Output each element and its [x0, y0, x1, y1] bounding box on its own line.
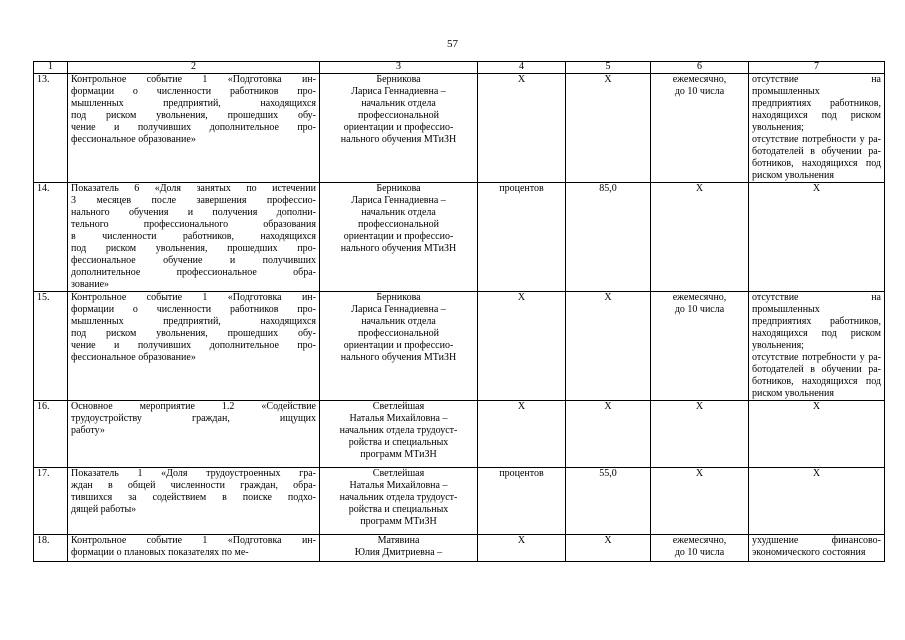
description-cell-line: мышленных предприятий, находящихся: [71, 98, 316, 109]
table-row: [34, 292, 885, 401]
description-cell-line: формации о численности работников про-: [71, 304, 316, 315]
column-header-row: [34, 62, 885, 74]
risk-cell-line: отсутствие потребности у ра-: [752, 134, 881, 145]
risk-cell-line: ботников, находящихся под: [752, 376, 881, 387]
description-cell: [68, 468, 320, 535]
responsible-cell-line: Лариса Геннадиевна –: [351, 86, 446, 97]
responsible-cell-line: начальник отдела: [361, 316, 436, 327]
period-cell-line: до 10 числа: [674, 86, 725, 97]
description-cell: [68, 401, 320, 468]
responsible-cell-line: ройства и специальных: [348, 504, 449, 515]
risk-cell: [749, 183, 885, 292]
period-cell: [651, 468, 749, 535]
value-cell: Х: [566, 74, 651, 183]
responsible-cell: [320, 468, 478, 535]
description-cell-line: в численности работников, находящихся: [71, 231, 316, 242]
responsible-cell-line: начальник отдела: [361, 98, 436, 109]
period-cell: [651, 535, 749, 562]
column-header: 5: [566, 62, 651, 74]
responsible-cell-line: ройства и специальных: [348, 437, 449, 448]
risk-cell: [749, 468, 885, 535]
responsible-cell-line: Светлейшая: [372, 468, 425, 479]
period-cell-line: Х: [695, 401, 704, 412]
risk-cell-line: отсутствие потребности у ра-: [752, 352, 881, 363]
column-header: 6: [651, 62, 749, 74]
unit-cell: Х: [478, 74, 566, 183]
description-cell-line: дополнительное профессиональное обра-: [71, 267, 316, 278]
value-cell: Х: [566, 292, 651, 401]
responsible-cell-line: нального обучения МТиЗН: [340, 243, 457, 254]
unit-cell: процентов: [478, 183, 566, 292]
responsible-cell-line: профессиональной: [358, 110, 439, 121]
period-cell-line: ежемесячно,: [672, 292, 727, 303]
description-cell-line: формации о численности работников про-: [71, 86, 316, 97]
description-cell-line: Основное мероприятие 1.2 «Содействие: [71, 401, 316, 412]
responsible-cell-line: Берникова: [376, 74, 421, 85]
unit-cell: процентов: [478, 468, 566, 535]
unit-cell: Х: [478, 292, 566, 401]
description-cell-line: Показатель 6 «Доля занятых по истечении: [71, 183, 316, 194]
responsible-cell-line: начальник отдела трудоуст-: [339, 492, 458, 503]
risk-cell-line: ухудшение финансово-: [752, 535, 881, 546]
description-cell-line: мышленных предприятий, находящихся: [71, 316, 316, 327]
description-cell-line: зование»: [71, 279, 110, 290]
value-cell: Х: [566, 401, 651, 468]
unit-cell: Х: [478, 401, 566, 468]
responsible-cell-line: профессиональной: [358, 328, 439, 339]
column-header: 4: [478, 62, 566, 74]
responsible-cell: [320, 183, 478, 292]
responsible-cell-line: Матявина: [377, 535, 420, 546]
risk-cell-line: предприятиях работников,: [752, 316, 881, 327]
description-cell-line: нального обучения и получения дополни-: [71, 207, 316, 218]
description-cell-line: Показатель 1 «Доля трудоустроенных гра-: [71, 468, 316, 479]
risk-cell-line: ботодателей в обучении ра-: [752, 364, 881, 375]
responsible-cell-line: программ МТиЗН: [360, 516, 437, 527]
description-cell-line: под риском увольнения, прошедших обу-: [71, 328, 316, 339]
period-cell-line: до 10 числа: [674, 547, 725, 558]
column-header: 7: [749, 62, 885, 74]
description-cell-line: чение и получивших дополнительное про-: [71, 340, 316, 351]
description-cell-line: ждан в общей численности граждан, обра-: [71, 480, 316, 491]
risk-cell-line: находящихся под риском: [752, 328, 881, 339]
risk-cell-line: увольнения;: [752, 122, 804, 133]
period-cell-line: Х: [695, 183, 704, 194]
period-cell: [651, 183, 749, 292]
table-row: [34, 183, 885, 292]
table-row: [34, 468, 885, 535]
period-cell: [651, 292, 749, 401]
responsible-cell-line: Берникова: [376, 292, 421, 303]
page-number: 57: [447, 38, 458, 50]
description-cell: [68, 292, 320, 401]
column-header: 2: [68, 62, 320, 74]
description-cell-line: работу»: [71, 425, 105, 436]
period-cell-line: ежемесячно,: [672, 535, 727, 546]
description-cell: [68, 183, 320, 292]
description-cell-line: дящей работы»: [71, 504, 137, 515]
row-number: 17.: [34, 468, 68, 535]
responsible-cell-line: профессиональной: [358, 219, 439, 230]
responsible-cell: [320, 74, 478, 183]
responsible-cell: [320, 292, 478, 401]
period-cell-line: до 10 числа: [674, 304, 725, 315]
description-cell-line: тившихся за содействием в поиске подхо-: [71, 492, 316, 503]
description-cell-line: под риском увольнения, прошедших обу-: [71, 110, 316, 121]
risk-cell-line: находящихся под риском: [752, 110, 881, 121]
table-row: [34, 74, 885, 183]
table-row: [34, 401, 885, 468]
responsible-cell-line: Лариса Геннадиевна –: [351, 304, 446, 315]
risk-cell-line: риском увольнения: [752, 388, 834, 399]
risk-cell: [749, 535, 885, 562]
description-cell-line: чение и получивших дополнительное про-: [71, 122, 316, 133]
row-number: 18.: [34, 535, 68, 562]
description-cell-line: Контрольное событие 1 «Подготовка ин-: [71, 292, 316, 303]
responsible-cell-line: начальник отдела трудоуст-: [339, 425, 458, 436]
responsible-cell-line: Берникова: [376, 183, 421, 194]
description-cell-line: фессиональное обучение и получивших: [71, 255, 316, 266]
value-cell: 55,0: [566, 468, 651, 535]
risk-cell-line: увольнения;: [752, 340, 804, 351]
description-cell-line: фессиональное образование»: [71, 134, 196, 145]
risk-cell: [749, 401, 885, 468]
description-cell-line: трудоустройству граждан, ищущих: [71, 413, 316, 424]
risk-cell: [749, 292, 885, 401]
description-cell-line: 3 месяцев после завершения профессио-: [71, 195, 316, 206]
risk-cell-line: отсутствие на промышленных: [752, 74, 881, 97]
responsible-cell-line: Светлейшая: [372, 401, 425, 412]
unit-cell: Х: [478, 535, 566, 562]
risk-cell-line: отсутствие на промышленных: [752, 292, 881, 315]
risk-cell-line: Х: [812, 183, 821, 194]
risk-cell-line: Х: [812, 468, 821, 479]
row-number: 13.: [34, 74, 68, 183]
responsible-cell: [320, 401, 478, 468]
responsible-cell-line: Наталья Михайловна –: [349, 480, 448, 491]
period-cell-line: Х: [695, 468, 704, 479]
description-cell-line: Контрольное событие 1 «Подготовка ин-: [71, 535, 316, 546]
row-number: 15.: [34, 292, 68, 401]
responsible-cell-line: Лариса Геннадиевна –: [351, 195, 446, 206]
risk-cell-line: предприятиях работников,: [752, 98, 881, 109]
description-cell-line: тельного профессионального образования: [71, 219, 316, 230]
period-cell: [651, 401, 749, 468]
value-cell: Х: [566, 535, 651, 562]
period-cell-line: ежемесячно,: [672, 74, 727, 85]
responsible-cell-line: ориентации и профессио-: [343, 340, 454, 351]
description-cell-line: Контрольное событие 1 «Подготовка ин-: [71, 74, 316, 85]
risk-cell-line: Х: [812, 401, 821, 412]
responsible-cell-line: ориентации и профессио-: [343, 122, 454, 133]
responsible-cell-line: начальник отдела: [361, 207, 436, 218]
description-cell-line: формации о плановых показателях по ме-: [71, 547, 249, 558]
risk-cell-line: ботников, находящихся под: [752, 158, 881, 169]
column-header: 3: [320, 62, 478, 74]
plan-table: [33, 61, 885, 562]
responsible-cell-line: ориентации и профессио-: [343, 231, 454, 242]
period-cell: [651, 74, 749, 183]
row-number: 14.: [34, 183, 68, 292]
responsible-cell-line: программ МТиЗН: [360, 449, 437, 460]
responsible-cell-line: Наталья Михайловна –: [349, 413, 448, 424]
responsible-cell: [320, 535, 478, 562]
risk-cell-line: ботодателей в обучении ра-: [752, 146, 881, 157]
row-number: 16.: [34, 401, 68, 468]
risk-cell: [749, 74, 885, 183]
risk-cell-line: риском увольнения: [752, 170, 834, 181]
responsible-cell-line: нального обучения МТиЗН: [340, 352, 457, 363]
description-cell: [68, 74, 320, 183]
column-header: 1: [34, 62, 68, 74]
responsible-cell-line: Юлия Дмитриевна –: [354, 547, 443, 558]
responsible-cell-line: нального обучения МТиЗН: [340, 134, 457, 145]
risk-cell-line: экономического состояния: [752, 547, 866, 558]
value-cell: 85,0: [566, 183, 651, 292]
description-cell: [68, 535, 320, 562]
description-cell-line: под риском увольнения, прошедших про-: [71, 243, 316, 254]
table-row: [34, 535, 885, 562]
description-cell-line: фессиональное образование»: [71, 352, 196, 363]
